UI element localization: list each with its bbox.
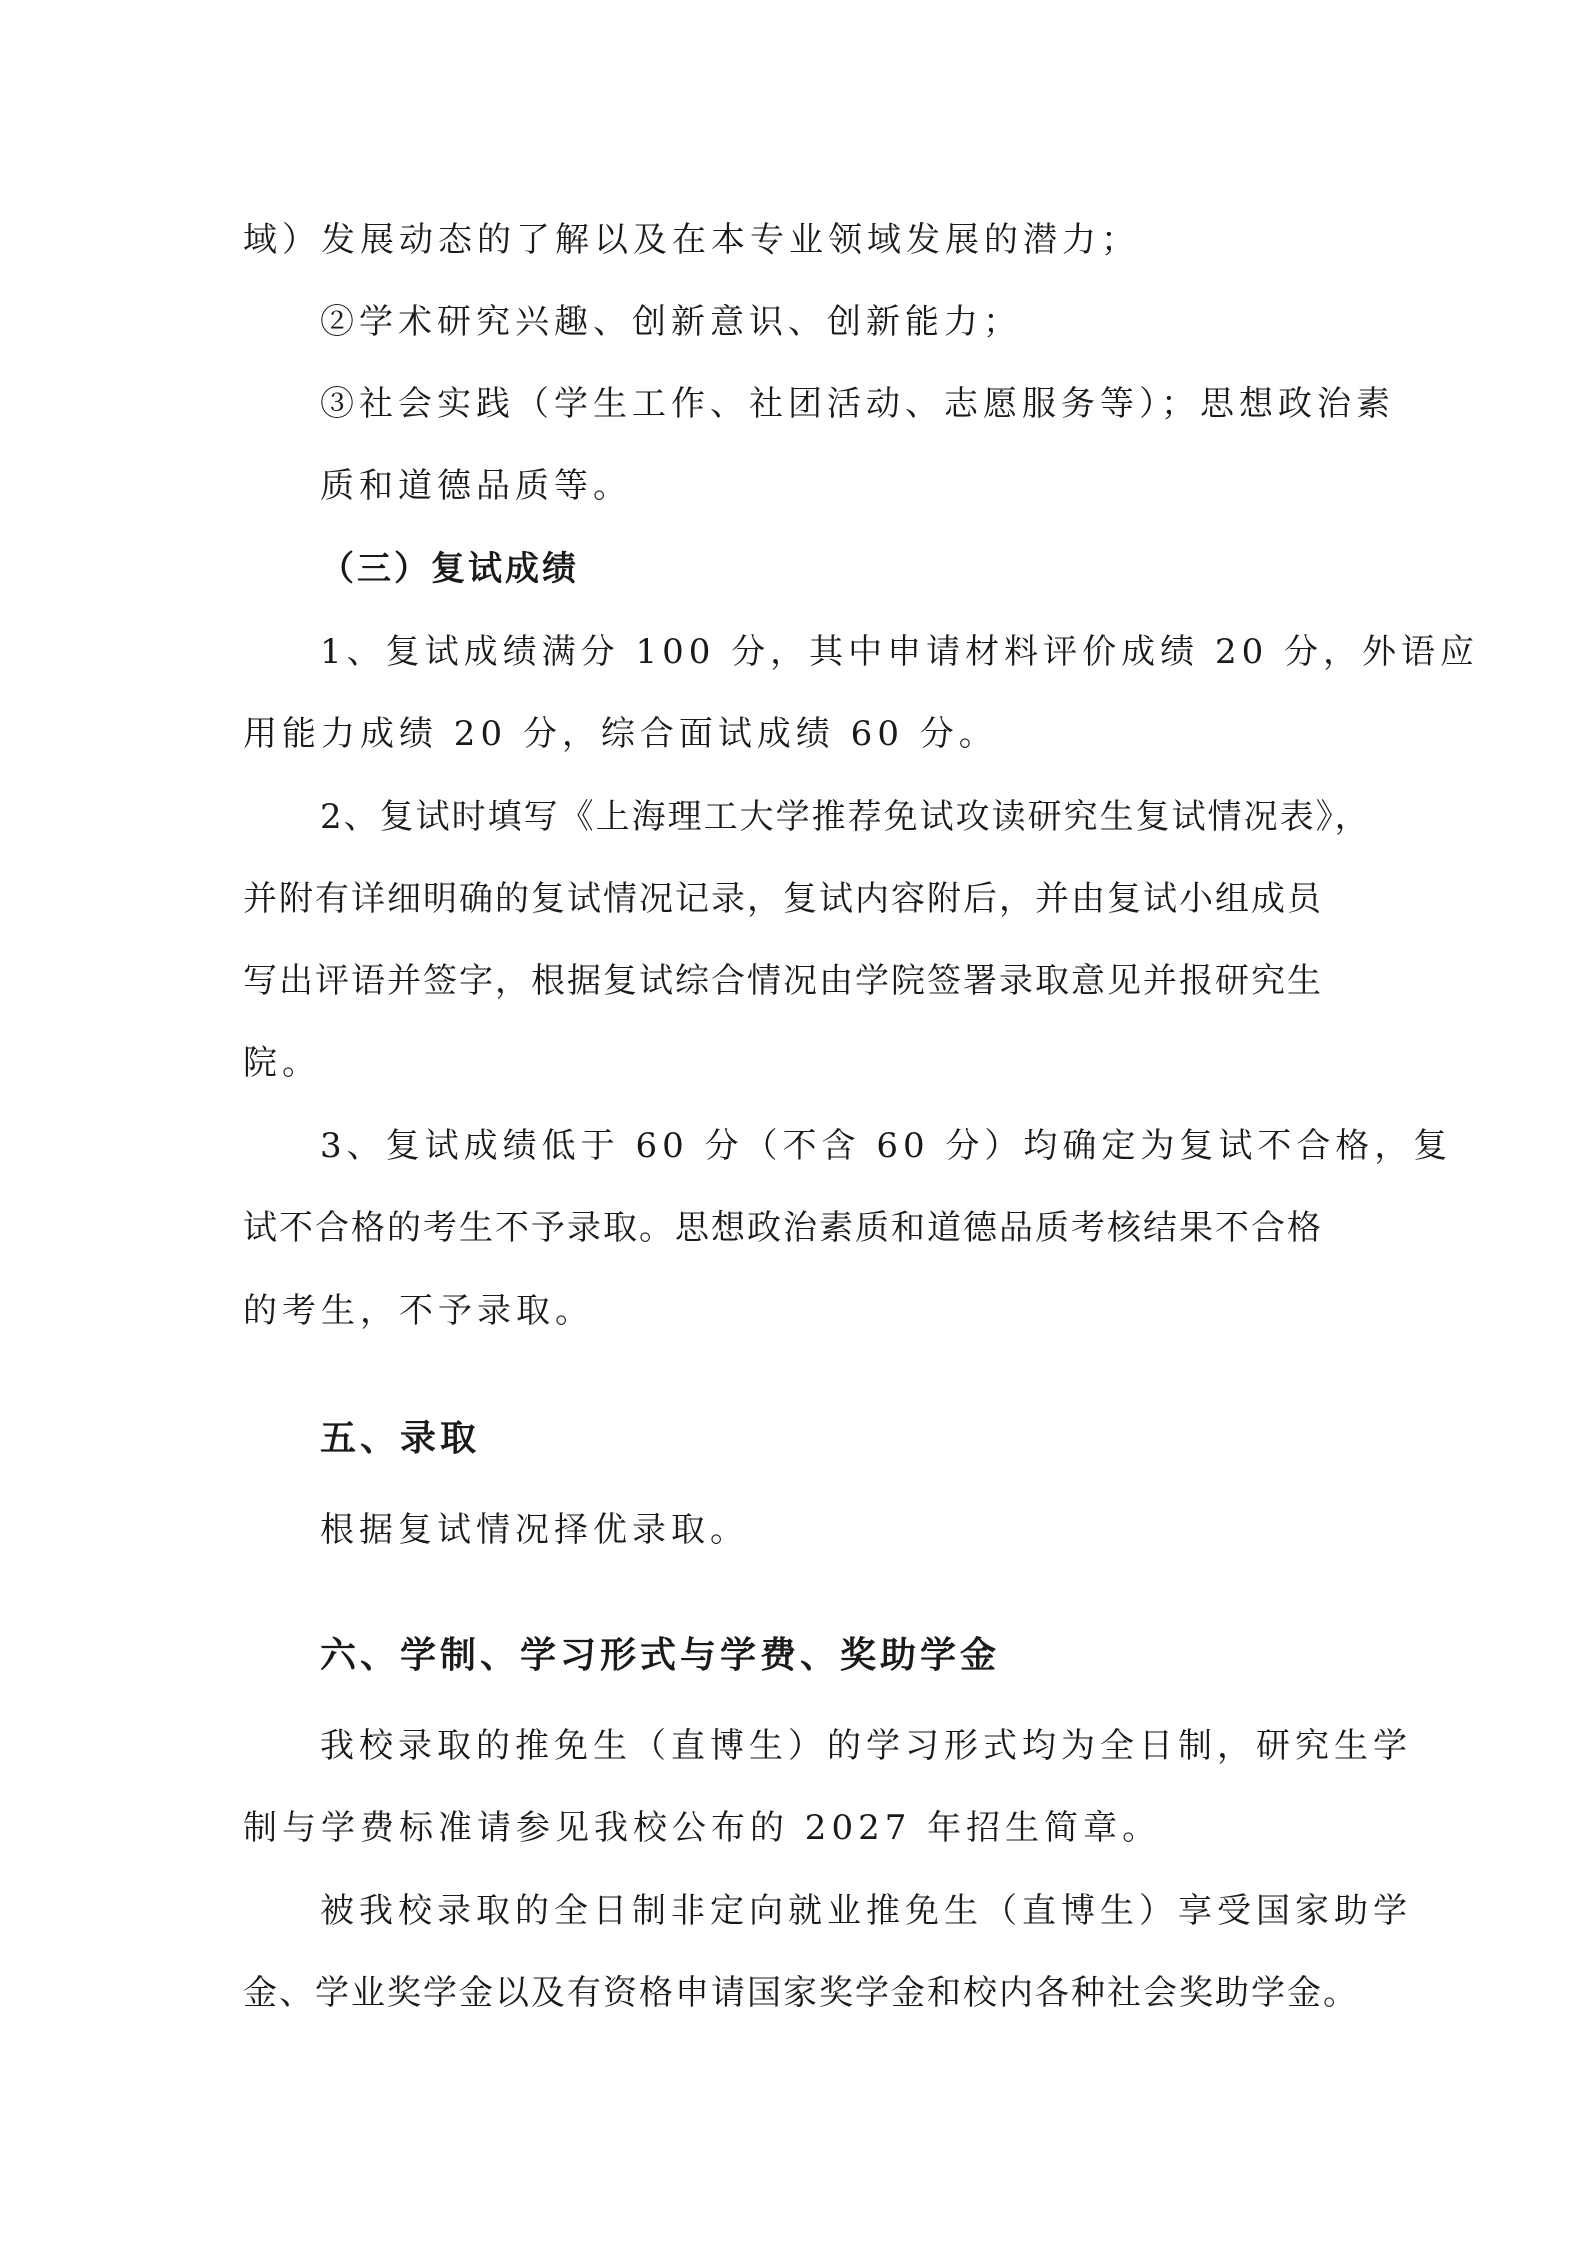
paragraph-line: 被我校录取的全日制非定向就业推免生（直博生）享受国家助学 bbox=[320, 1891, 1412, 1931]
paragraph-line: 3、复试成绩低于 60 分（不含 60 分）均确定为复试不合格，复 bbox=[320, 1126, 1453, 1166]
paragraph-line: 院。 bbox=[243, 1043, 321, 1083]
paragraph-line: 2、复试时填写《上海理工大学推荐免试攻读研究生复试情况表》， bbox=[320, 797, 1371, 837]
section-heading: 六、学制、学习形式与学费、奖助学金 bbox=[320, 1635, 1001, 1676]
paragraph-line: 试不合格的考生不予录取。思想政治素质和道德品质考核结果不合格 bbox=[243, 1208, 1323, 1248]
paragraph-line: 我校录取的推免生（直博生）的学习形式均为全日制，研究生学 bbox=[320, 1726, 1412, 1766]
paragraph-line: 域）发展动态的了解以及在本专业领域发展的潜力； bbox=[243, 220, 1140, 260]
paragraph-line: 根据复试情况择优录取。 bbox=[320, 1510, 749, 1550]
section-heading: 五、录取 bbox=[320, 1418, 481, 1459]
paragraph-line: 制与学费标准请参见我校公布的 2027 年招生简章。 bbox=[243, 1808, 1162, 1848]
paragraph-line: 金、学业奖学金以及有资格申请国家奖学金和校内各种社会奖助学金。 bbox=[243, 1973, 1359, 2013]
paragraph-line: ③社会实践（学生工作、社团活动、志愿服务等）；思想政治素 bbox=[320, 384, 1395, 424]
paragraph-line: ②学术研究兴趣、创新意识、创新能力； bbox=[320, 302, 1022, 342]
paragraph-line: 用能力成绩 20 分，综合面试成绩 60 分。 bbox=[243, 714, 998, 754]
paragraph-line: 1、复试成绩满分 100 分，其中申请材料评价成绩 20 分，外语应 bbox=[320, 632, 1480, 672]
paragraph-line: 的考生，不予录取。 bbox=[243, 1291, 594, 1331]
section-subheading: （三）复试成绩 bbox=[320, 549, 579, 589]
paragraph-line: 并附有详细明确的复试情况记录，复试内容附后，并由复试小组成员 bbox=[243, 879, 1323, 919]
paragraph-line: 质和道德品质等。 bbox=[320, 466, 632, 506]
paragraph-line: 写出评语并签字，根据复试综合情况由学院签署录取意见并报研究生 bbox=[243, 961, 1323, 1001]
